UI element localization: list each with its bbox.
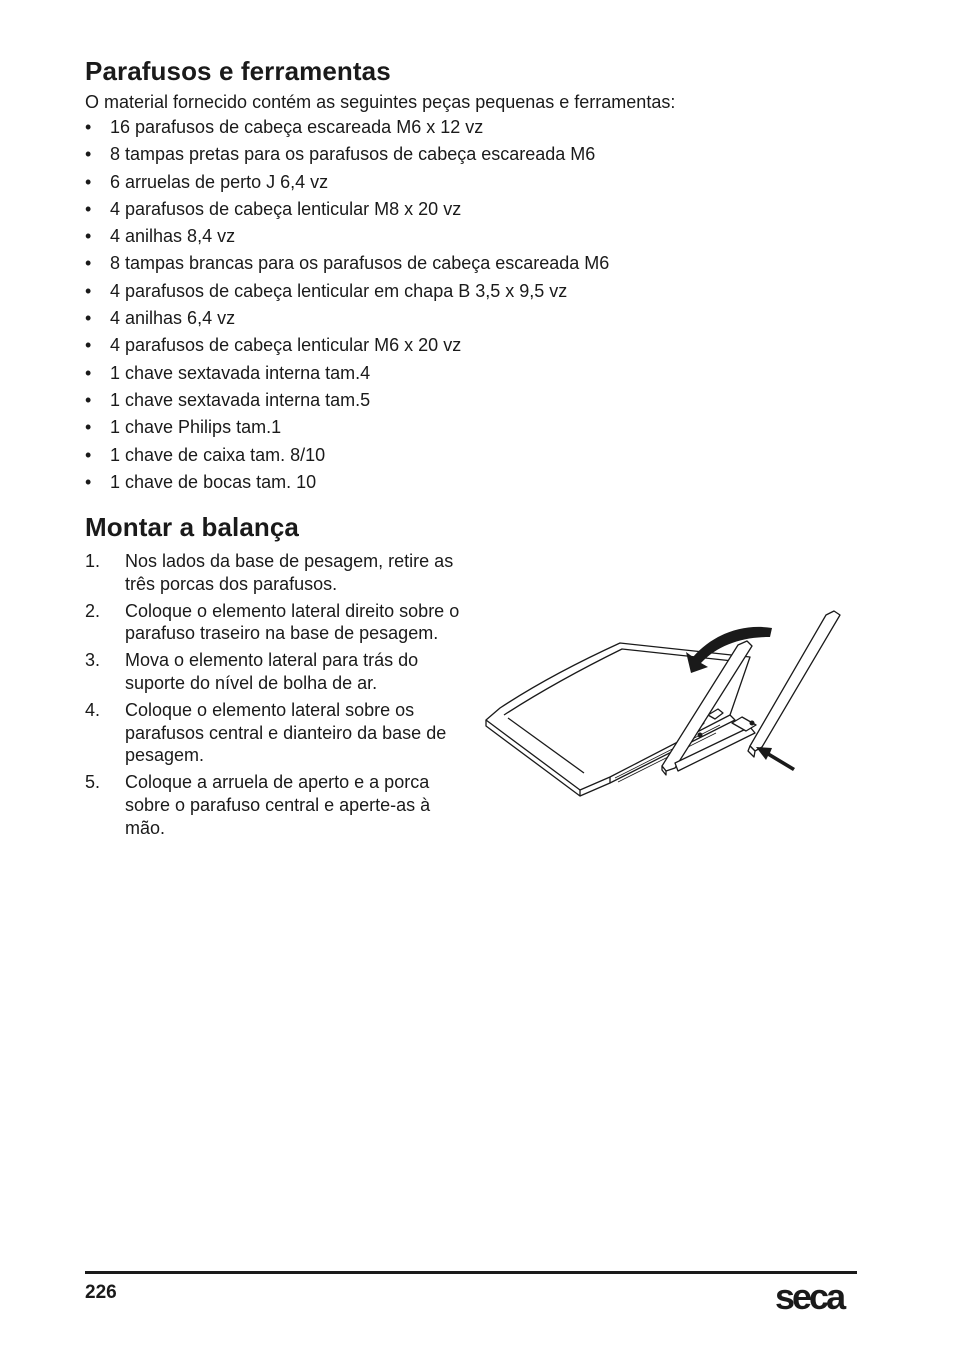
step-item: 1. Nos lados da base de pesagem, retire as três porcas dos parafusos. <box>85 551 454 594</box>
step-item: 2. Coloque o elemento lateral direito sobre o parafuso traseiro na base de pesagem. <box>85 600 460 644</box>
list-item: • 6 arruelas de perto J 6,4 vz <box>85 171 329 192</box>
list-item: • 4 anilhas 6,4 vz <box>85 308 236 329</box>
page-number: 226 <box>85 1282 117 1303</box>
mount-steps <box>85 550 465 844</box>
list-item: • 8 tampas brancas para os parafusos de cabeça escareada M6 <box>85 253 610 274</box>
step-item: 3. Mova o elemento lateral para trás do suporte do nível de bolha de ar. <box>85 650 419 693</box>
section-heading-mount: Montar a balança <box>85 512 299 542</box>
assembly-illustration <box>480 605 850 810</box>
list-item: • 1 chave sextavada interna tam.5 <box>85 389 371 410</box>
list-item: • 1 chave sextavada interna tam.4 <box>85 362 371 383</box>
list-item: • 4 anilhas 8,4 vz <box>85 226 236 247</box>
list-item: • 4 parafusos de cabeça lenticular M6 x 20 vz <box>85 335 462 356</box>
list-item: • 1 chave de bocas tam. 10 <box>85 471 317 492</box>
step-item: 5. Coloque a arruela de aperto e a porca sobre o parafuso central e aperte-as à mão. <box>85 772 431 838</box>
seca-logo <box>775 1278 859 1314</box>
section-heading-parts: Parafusos e ferramentas <box>85 56 391 86</box>
footer-rule <box>85 1271 857 1274</box>
parts-intro: O material fornecido contém as seguintes peças pequenas e ferramentas: <box>85 92 676 112</box>
list-item: • 8 tampas pretas para os parafusos de cabeça escareada M6 <box>85 144 596 165</box>
list-item: • 4 parafusos de cabeça lenticular em chapa B 3,5 x 9,5 vz <box>85 280 568 301</box>
list-item: • 16 parafusos de cabeça escareada M6 x 12 vz <box>85 117 484 137</box>
list-item: • 1 chave de caixa tam. 8/10 <box>85 444 326 465</box>
list-item: • 1 chave Philips tam.1 <box>85 417 282 438</box>
list-item: • 4 parafusos de cabeça lenticular M8 x 20 vz <box>85 198 462 219</box>
parts-list <box>85 115 609 497</box>
step-item: 4. Coloque o elemento lateral sobre os parafusos central e dianteiro da base de pesagem. <box>85 699 447 766</box>
svg-text:seca: seca <box>775 1278 844 1314</box>
